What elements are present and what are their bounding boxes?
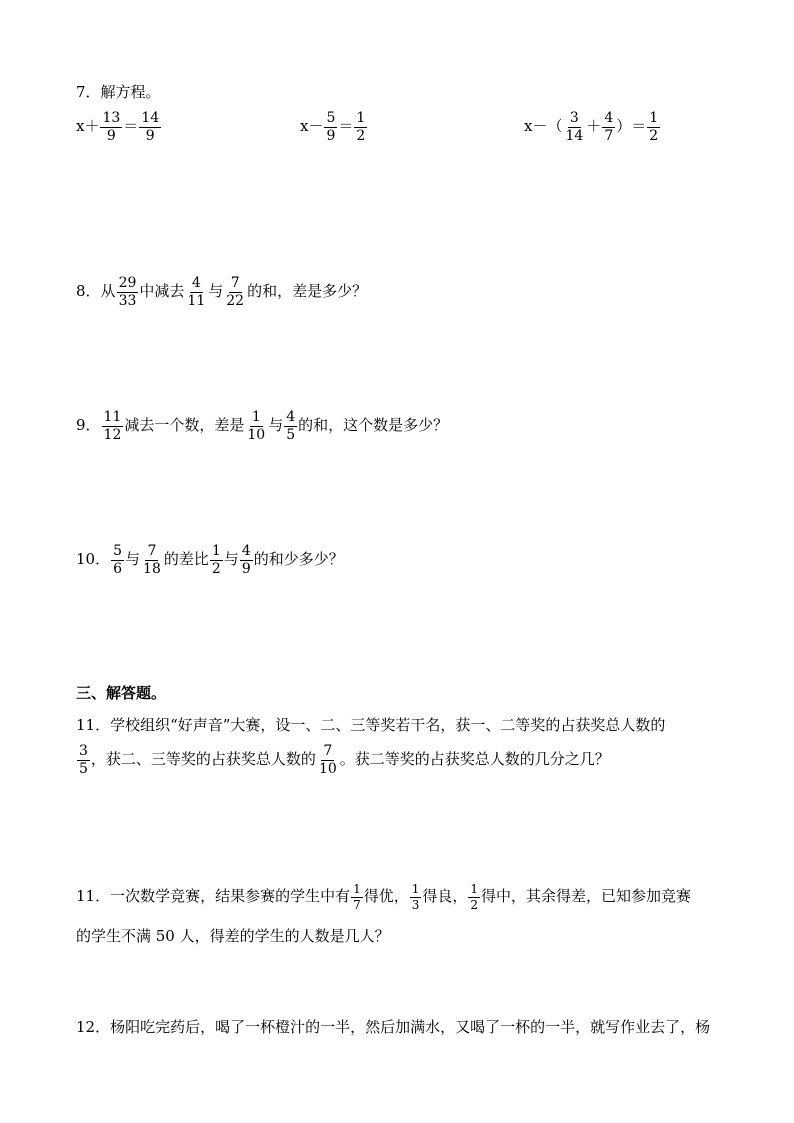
q7-label: 7．解方程。 bbox=[76, 83, 161, 101]
fraction: $\frac{3}{5}$ bbox=[79, 743, 88, 777]
q8: 8．从 $\frac{29}{33}$ 中减去 $\frac{4}{11}$ 与 $\frac{7}{22}$ 的和，差是多少？ bbox=[76, 275, 368, 309]
fraction: $\frac{1}{2}$ bbox=[356, 110, 366, 144]
fraction: $\frac{5}{6}$ bbox=[113, 543, 123, 577]
q7-equation-2: x－ $\frac{5}{9}$ ＝ $\frac{1}{2}$ bbox=[300, 110, 366, 144]
section-title: 三、解答题。 bbox=[76, 684, 167, 702]
fraction: $\frac{4}{11}$ bbox=[187, 275, 206, 309]
fraction: $\frac{13}{9}$ bbox=[102, 110, 121, 144]
fraction: $\frac{4}{7}$ bbox=[604, 110, 614, 144]
q10: 10． $\frac{5}{6}$ 与 $\frac{7}{18}$ 的差比 $\frac{1}{2}$ 与 $\frac{4}{9}$ 的和少多少？ bbox=[76, 543, 344, 577]
fraction: $\frac{14}{9}$ bbox=[141, 110, 160, 144]
q11a-line1: 11．学校组织“好声音”大赛，设一、二、三等奖若干名，获一、二等奖的占获奖总人数的 bbox=[76, 716, 666, 734]
fraction: $\frac{1}{2}$ bbox=[211, 543, 221, 577]
q12-line1: 12．杨阳吃完药后，喝了一杯橙汁的一半，然后加满水，又喝了一杯的一半，就写作业去了，杨 bbox=[76, 1018, 711, 1036]
fraction: $\frac{1}{3}$ bbox=[411, 882, 420, 912]
q11a-line2: $\frac{3}{5}$ ，获二、三等奖的占获奖总人数的 $\frac{7}{10}$ 。获二等奖的占获奖总人数的几分之几？ bbox=[79, 743, 610, 777]
fraction: $\frac{7}{18}$ bbox=[143, 543, 161, 577]
fraction: $\frac{7}{10}$ bbox=[318, 743, 337, 777]
q9: 9． $\frac{11}{12}$ 减去一个数，差是 $\frac{1}{10}$ 与 $\frac{4}{5}$ 的和，这个数是多少？ bbox=[76, 409, 449, 443]
q7-equation-1: x＋ $\frac{13}{9}$ ＝ $\frac{14}{9}$ bbox=[76, 110, 160, 144]
fraction: $\frac{1}{10}$ bbox=[247, 409, 266, 443]
fraction: $\frac{29}{33}$ bbox=[118, 275, 137, 309]
fraction: $\frac{4}{9}$ bbox=[241, 543, 251, 577]
q11b-line1: 11．一次数学竞赛，结果参赛的学生中有 $\frac{1}{7}$ 得优， $\frac{1}{3}$ 得良， $\frac{1}{2}$ 得中，其余得差，已知参加竞赛 bbox=[76, 882, 692, 912]
fraction: $\frac{7}{22}$ bbox=[226, 275, 245, 309]
fraction: $\frac{1}{7}$ bbox=[353, 882, 361, 912]
fraction: $\frac{11}{12}$ bbox=[103, 409, 122, 443]
fraction: $\frac{3}{14}$ bbox=[565, 110, 584, 144]
fraction: $\frac{1}{2}$ bbox=[649, 110, 659, 144]
fraction: $\frac{4}{5}$ bbox=[286, 409, 296, 443]
fraction: $\frac{1}{2}$ bbox=[470, 882, 479, 912]
q11b-line2: 的学生不满 50 人，得差的学生的人数是几人？ bbox=[76, 927, 390, 945]
q7-equation-3: x－（ $\frac{3}{14}$ ＋ $\frac{4}{7}$ ）＝ $\frac{1}{2}$ bbox=[524, 110, 659, 144]
fraction: $\frac{5}{9}$ bbox=[326, 110, 336, 144]
